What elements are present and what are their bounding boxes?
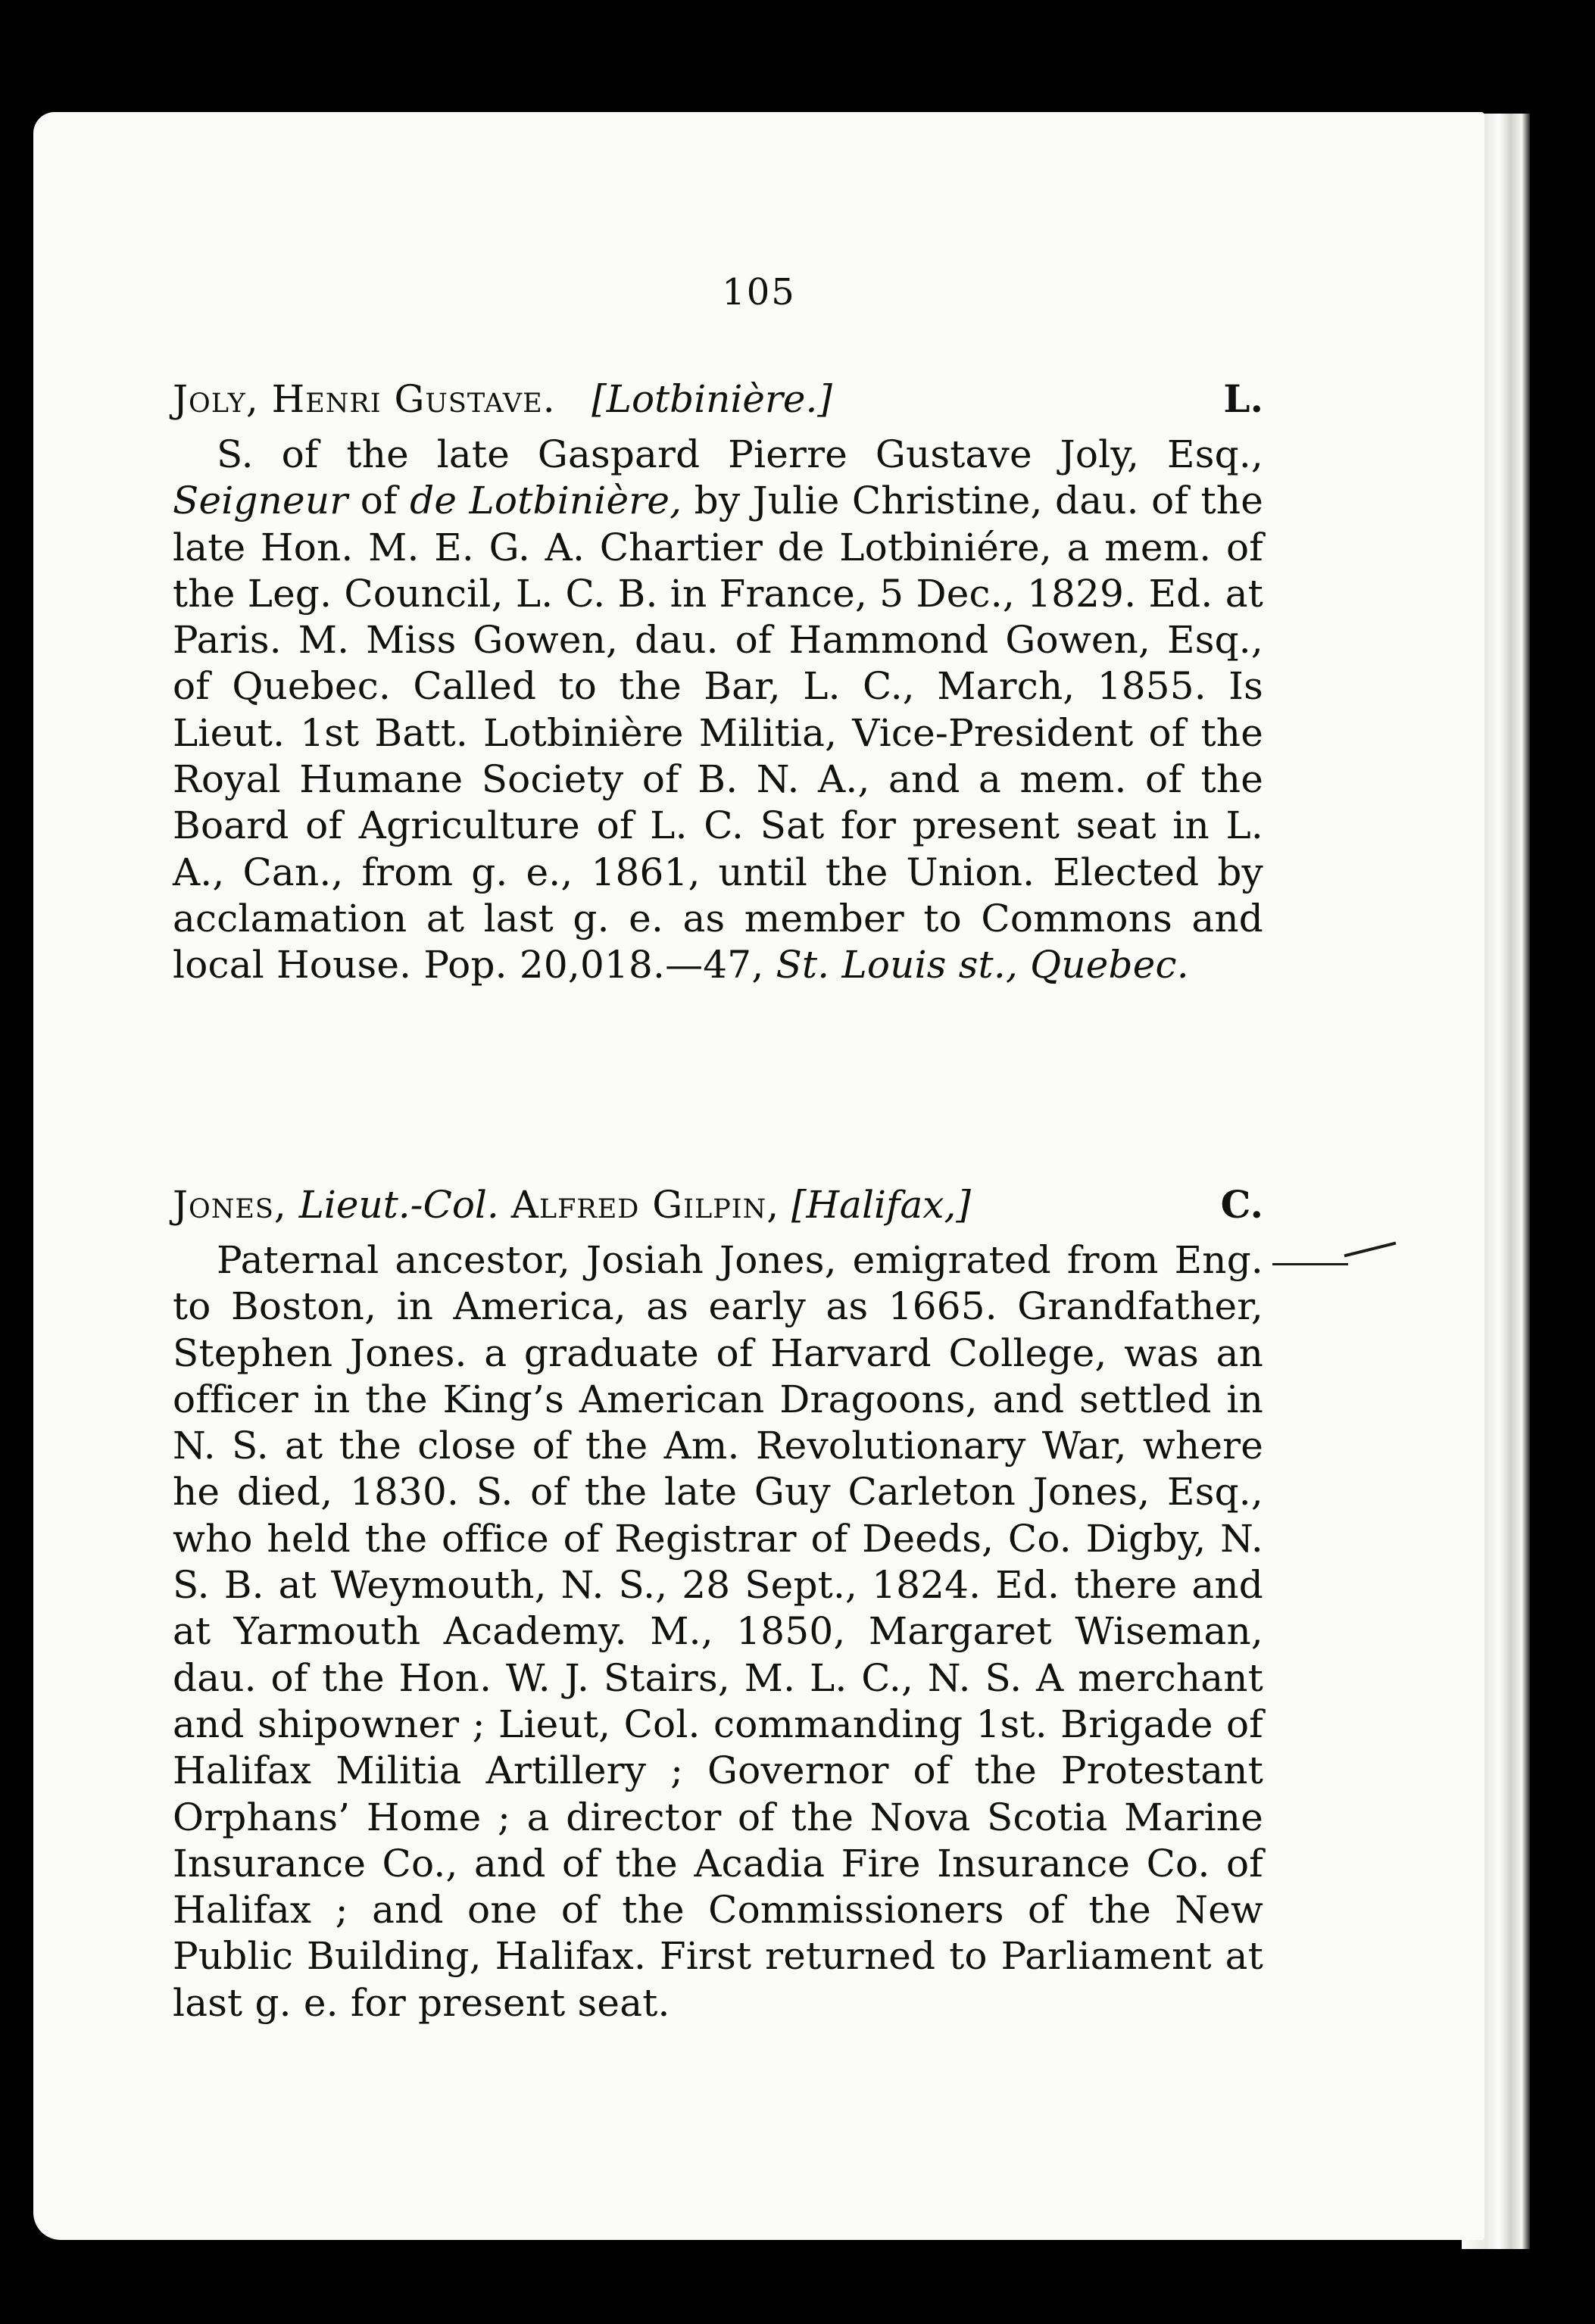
member-name: Joly, Henri Gustave. — [173, 377, 556, 421]
bio-segment: of — [348, 479, 410, 523]
biography-text: Paternal ancestor, Josiah Jones, emigrated from Eng. to Boston, in America, as early as 1665. Grandfather, Stephen Jones. a graduate of Harvard College, was an officer in the King’s American Dragoons, and settled in N. S. at the close of the Am. Revolutionary War, where he died, 1830. S. of the late Guy Carleton Jones, Esq., who held the office of Registrar of Deeds, Co. Digby, N. S. B. at Weymouth, N. S., 28 Sept., 1824. Ed. there and at Yarmouth Academy. M., 1850, Margaret Wiseman, dau. of the Hon. W. J. Stairs, M. L. C., N. S. A merchant and shipowner ; Lieut, Col. commanding 1st. Brigade of Halifax Militia Artillery ; Governor of the Protestant Orphans’ Home ; a director of the Nova Scotia Marine Insurance Co., and of the Acadia Fire Insurance Co. of Halifax ; and one of the Commissioners of the New Public Building, Halifax. First returned to Parliament at last g. e. for present seat. — [173, 1238, 1263, 2025]
margin-mark — [1272, 1263, 1348, 1265]
biography-text — [173, 432, 1263, 989]
constituency: [Lotbinière.] — [591, 377, 832, 421]
party-affiliation: L. — [1223, 376, 1263, 421]
bio-segment: by Julie Christine, dau. of the late Hon. M. E. G. A. Chartier de Lotbiniére, a mem. of the Leg. Council, L. C. B. in France, 5 Dec., 1829. Ed. at Paris. M. Miss Gowen, dau. of Hammond Gowen, Esq., of Quebec. Called to the Bar, L. C., March, 1855. Is Lieut. 1st Batt. Lotbinière Militia, Vice-President of the Royal Humane Society of B. N. A., and a mem. of the Board of Agriculture of L. C. Sat for present seat in L. A., Can., from g. e., 1861, until the Union. Elected by acclamation at last g. e. as member to Commons and local House. Pop. 20,018.—47, — [173, 479, 1263, 987]
margin-mark — [1344, 1242, 1397, 1258]
entry-joly — [173, 376, 1263, 989]
bio-italic-segment: de Lotbinière, — [410, 479, 682, 523]
book-page — [33, 112, 1484, 2240]
member-given-name: Alfred Gilpin, — [510, 1183, 780, 1227]
bio-italic-segment: Seigneur — [173, 479, 348, 523]
page-number: 105 — [722, 271, 796, 314]
bio-segment: S. of the late Gaspard Pierre Gustave Joly, Esq., — [217, 432, 1263, 476]
party-affiliation: C. — [1220, 1182, 1263, 1227]
member-rank: Lieut.-Col. — [298, 1183, 499, 1227]
member-surname: Jones, — [173, 1183, 287, 1227]
entry-heading — [173, 1181, 1263, 1228]
constituency: [Halifax,] — [791, 1183, 971, 1227]
entry-jones — [173, 1181, 1263, 2026]
bio-italic-segment: St. Louis st., Quebec. — [776, 943, 1189, 987]
entry-heading — [173, 376, 1263, 423]
